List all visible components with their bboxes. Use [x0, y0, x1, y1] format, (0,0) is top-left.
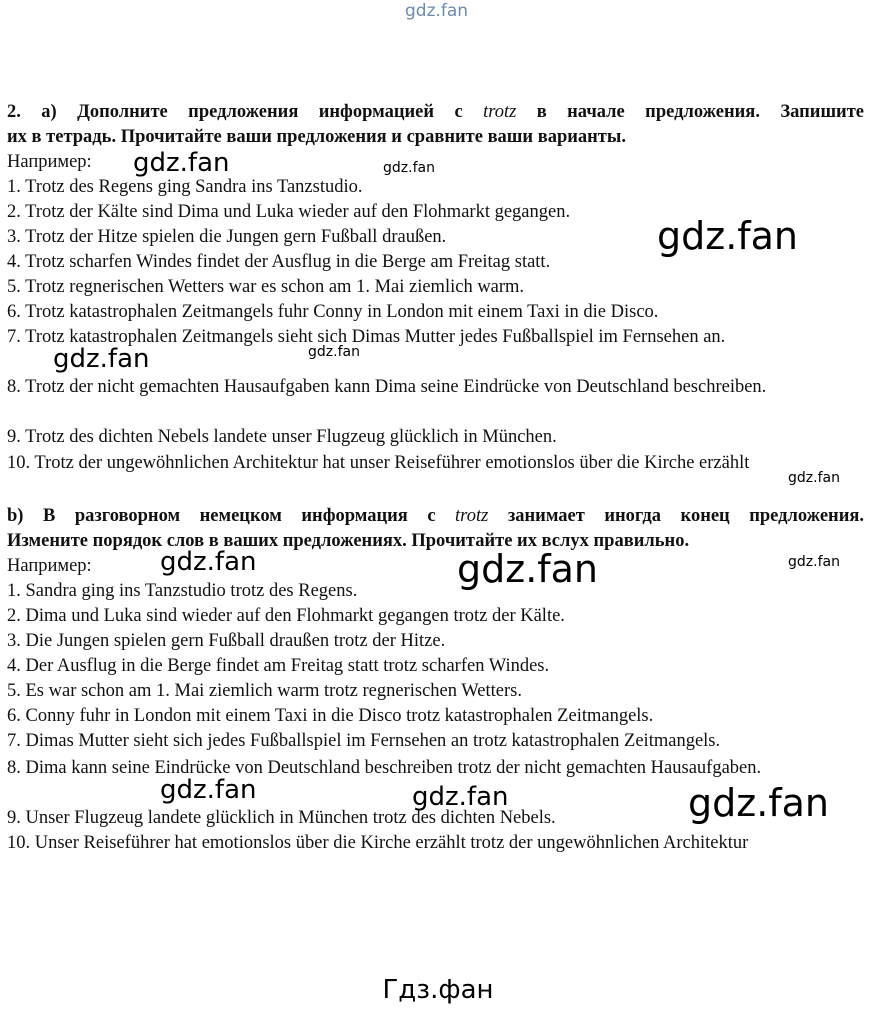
task-b-heading-line2: Измените порядок слов в ваших предложениях. Прочитайте их вслух правильно. [7, 531, 690, 551]
task-a-heading-line2: их в тетрадь. Прочитайте ваши предложения и сравните ваши варианты. [7, 127, 626, 147]
task-b-number: b) [7, 506, 24, 526]
task-a-item: 6. Trotz katastrophalen Zeitmangels fuhr Conny in London mit einem Taxi in die Disco. [7, 302, 659, 322]
task-b-heading-post: занимает иногда конец предложения. [507, 506, 865, 526]
task-b-heading-pre: В разговорном немецком информация с [42, 506, 436, 526]
task-a-item: 9. Trotz des dichten Nebels landete unser Flugzeug glücklich in München. [7, 427, 557, 447]
task-b-item: 4. Der Ausflug in die Berge findet am Freitag statt trotz scharfen Windes. [7, 656, 550, 676]
task-a-item: 10. Trotz der ungewöhnlichen Architektur hat unser Reiseführer emotionslos über die Kirche erzählt [7, 453, 750, 473]
task-a-item: 5. Trotz regnerischen Wetters war es schon am 1. Mai ziemlich warm. [7, 277, 525, 297]
watermark: gdz.fan [160, 775, 257, 805]
task-b-item: 2. Dima und Luka sind wieder auf den Flohmarkt gegangen trotz der Kälte. [7, 606, 565, 626]
task-a-heading-post: в начале предложения. Запишите [536, 102, 865, 122]
task-a-item: 2. Trotz der Kälte sind Dima und Luka wieder auf den Flohmarkt gegangen. [7, 202, 571, 222]
task-b-heading-word: trotz [455, 506, 489, 526]
task-b-item: 3. Die Jungen spielen gern Fußball draußen trotz der Hitze. [7, 631, 446, 651]
task-a-item: 8. Trotz der nicht gemachten Hausaufgaben kann Dima seine Eindrücke von Deutschland beschreiben. [7, 377, 767, 397]
task-b-item: 6. Conny fuhr in London mit einem Taxi in die Disco trotz katastrophalen Zeitmangels. [7, 706, 654, 726]
task-b-heading-line1 [7, 504, 864, 529]
task-b-item: 5. Es war schon am 1. Mai ziemlich warm trotz regnerischen Wetters. [7, 681, 522, 701]
task-a-heading-line1 [7, 100, 864, 125]
task-a-item: 1. Trotz des Regens ging Sandra ins Tanzstudio. [7, 177, 363, 197]
task-a-item: 4. Trotz scharfen Windes findet der Ausflug in die Berge am Freitag statt. [7, 252, 551, 272]
watermark: gdz.fan [457, 547, 599, 591]
watermark: gdz.fan [788, 554, 840, 570]
task-a-item: 3. Trotz der Hitze spielen die Jungen gern Fußball draußen. [7, 227, 447, 247]
task-b-example-label: Например: [7, 556, 92, 576]
watermark: gdz.fan [133, 148, 230, 178]
watermark: gdz.fan [788, 470, 840, 486]
footer-caption: Гдз.фан [382, 975, 494, 1005]
task-a-heading-word: trotz [483, 102, 517, 122]
watermark: gdz.fan [160, 547, 257, 577]
task-a-number: 2. а) [7, 102, 57, 122]
watermark: gdz.fan [383, 160, 435, 176]
task-b-item: 10. Unser Reiseführer hat emotionslos über die Kirche erzählt trotz der ungewöhnlichen Architektur [7, 833, 749, 853]
task-a-item: 7. Trotz katastrophalen Zeitmangels sieht sich Dimas Mutter jedes Fußballspiel im Fernsehen an. [7, 327, 726, 347]
watermark-top: gdz.fan [405, 1, 469, 21]
task-b-item: 7. Dimas Mutter sieht sich jedes Fußballspiel im Fernsehen an trotz katastrophalen Zeitmangels. [7, 731, 721, 751]
watermark: gdz.fan [308, 344, 360, 360]
task-a-heading-pre: Дополните предложения информацией с [77, 102, 463, 122]
watermark: gdz.fan [688, 781, 830, 825]
watermark: gdz.fan [53, 344, 150, 374]
task-b-item: 1. Sandra ging ins Tanzstudio trotz des Regens. [7, 581, 358, 601]
task-a-example-label: Например: [7, 152, 92, 172]
task-b-item: 9. Unser Flugzeug landete glücklich in München trotz des dichten Nebels. [7, 808, 556, 828]
watermark: gdz.fan [412, 782, 509, 812]
task-b-item: 8. Dima kann seine Eindrücke von Deutschland beschreiben trotz der nicht gemachten Hausaufgaben. [7, 758, 762, 778]
watermark: gdz.fan [657, 214, 799, 258]
